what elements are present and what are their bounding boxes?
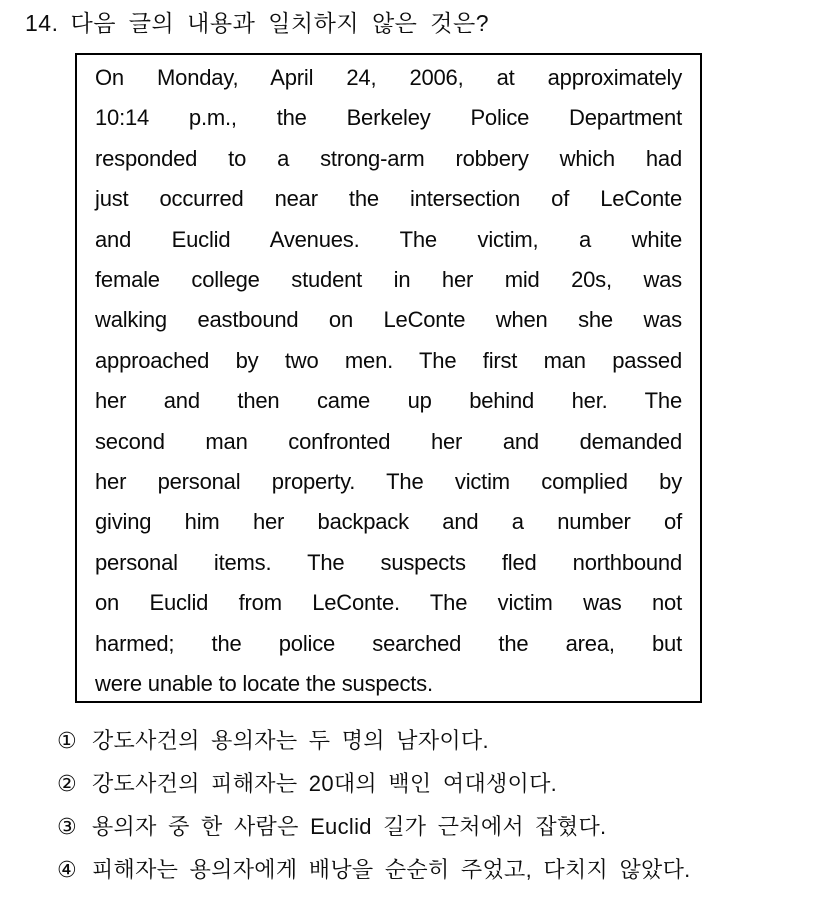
- passage-line: second man confronted her and demanded: [95, 428, 682, 454]
- option-text: 강도사건의 용의자는 두 명의 남자이다.: [92, 728, 489, 753]
- options-list: [57, 725, 797, 897]
- option-text: 용의자 중 한 사람은 Euclid 길가 근처에서 잡혔다.: [92, 814, 607, 839]
- option-number: ①: [57, 728, 77, 753]
- passage-line: and Euclid Avenues. The victim, a white: [95, 226, 682, 252]
- option-row: [57, 768, 797, 799]
- passage-line: her and then came up behind her. The: [95, 388, 682, 414]
- option-text: 강도사건의 피해자는 20대의 백인 여대생이다.: [92, 771, 558, 796]
- passage-line: approached by two men. The first man passed: [95, 347, 682, 373]
- passage-line: responded to a strong-arm robbery which had: [95, 145, 682, 171]
- option-number: ③: [57, 814, 77, 839]
- passage-line: walking eastbound on LeConte when she was: [95, 307, 682, 333]
- option-text: 피해자는 용의자에게 배낭을 순순히 주었고, 다치지 않았다.: [92, 857, 691, 882]
- passage-line: giving him her backpack and a number of: [95, 509, 682, 535]
- passage-box: [75, 53, 702, 703]
- option-row: [57, 811, 797, 842]
- question-title: [25, 8, 489, 38]
- passage-line: her personal property. The victim complied by: [95, 469, 682, 495]
- option-number: ②: [57, 771, 77, 796]
- passage-lines: [95, 58, 682, 703]
- passage-line: were unable to locate the suspects.: [95, 671, 433, 697]
- passage-line: On Monday, April 24, 2006, at approximately: [95, 65, 682, 90]
- question-prompt: 다음 글의 내용과 일치하지 않은 것은?: [70, 10, 489, 36]
- passage-line: 10:14 p.m., the Berkeley Police Department: [95, 105, 682, 131]
- passage-line: on Euclid from LeConte. The victim was not: [95, 590, 682, 616]
- passage-line: just occurred near the intersection of LeConte: [95, 186, 682, 212]
- option-row: [57, 854, 797, 885]
- passage-line: female college student in her mid 20s, was: [95, 267, 682, 293]
- passage-line: personal items. The suspects fled northbound: [95, 549, 682, 575]
- question-number: 14.: [25, 10, 59, 36]
- passage-line: harmed; the police searched the area, but: [95, 630, 682, 656]
- option-row: [57, 725, 797, 756]
- option-number: ④: [57, 857, 77, 882]
